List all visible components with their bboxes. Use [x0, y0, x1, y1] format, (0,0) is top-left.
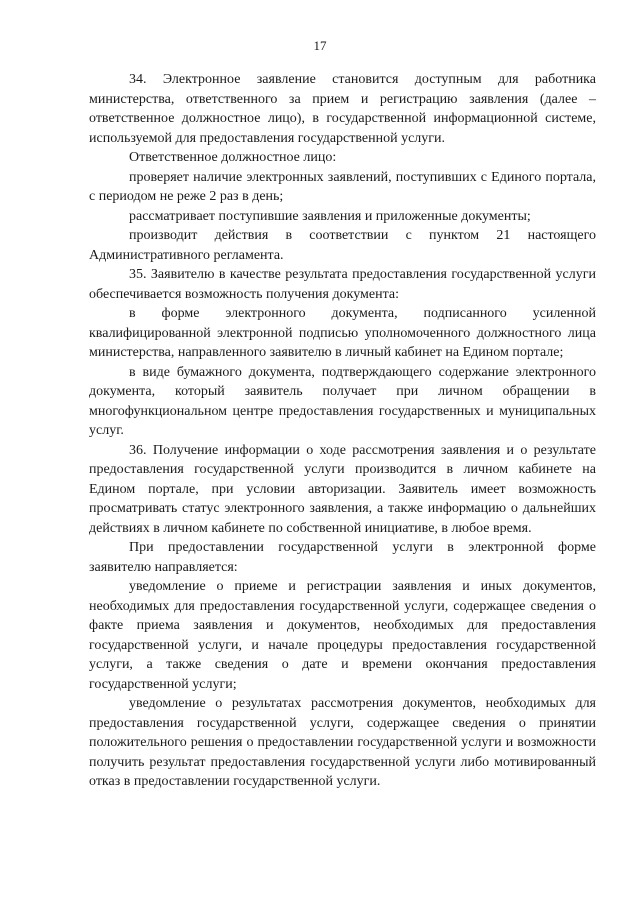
paragraph-notification-results: уведомление о результатах рассмотрения документов, необходимых для предоставления государственной услуги, содержащее сведения о принятии положительного решения о предоставлении государственной услуги и возможности получить результат предоставления государственной услуги либо мотивированный отказ в предоставлении государственной услуги. — [89, 696, 596, 789]
document-body — [89, 70, 596, 792]
page-number: 17 — [313, 38, 327, 53]
paragraph-34-electronic-application: 34. Электронное заявление становится доступным для работника министерства, ответственного за прием и регистрацию заявления (далее – ответственное должностное лицо), в государственной информационной системе, используемой для предоставления государственной услуги. — [89, 72, 596, 146]
paragraph-responsible-official: Ответственное должностное лицо: — [129, 150, 337, 165]
paragraph-paper-document: в виде бумажного документа, подтверждающего содержание электронного документа, который заявитель получает при личном обращении в многофункциональном центре предоставления государственных и муниципальных услуг. — [89, 364, 596, 438]
paragraph-35-result: 35. Заявителю в качестве результата предоставления государственной услуги обеспечивается возможность получения документа: — [89, 267, 596, 302]
paragraph-notification-receipt: уведомление о приеме и регистрации заявления и иных документов, необходимых для предоставления государственной услуги, содержащее сведения о факте приема заявления и документов, необходимых для предоставления государственной услуги, и начале процедуры предоставления государственной услуги, а также сведения о дате и времени окончания предоставления государственной услуги; — [89, 579, 596, 692]
paragraph-reviews-documents: рассматривает поступившие заявления и приложенные документы; — [129, 208, 531, 224]
paragraph-performs-actions: производит действия в соответствии с пунктом 21 настоящего Административного регламента. — [89, 228, 596, 263]
paragraph-notifications-intro: При предоставлении государственной услуги в электронной форме заявителю направляется: — [89, 540, 596, 575]
paragraph-electronic-document: в форме электронного документа, подписанного усиленной квалифицированной электронной подписью уполномоченного должностного лица министерства, направленного заявителю в личный кабинет на Едином портале; — [89, 306, 596, 360]
paragraph-36-status-info: 36. Получение информации о ходе рассмотрения заявления и о результате предоставления государственной услуги производится в личном кабинете на Едином портале, при условии авторизации. Заявитель имеет возможность просматривать статус электронного заявления, а также информацию о дальнейших действиях в личном кабинете по собственной инициативе, в любое время. — [89, 442, 596, 536]
paragraph-checks-applications: проверяет наличие электронных заявлений, поступивших с Единого портала, с периодом не реже 2 раз в день; — [89, 169, 596, 204]
